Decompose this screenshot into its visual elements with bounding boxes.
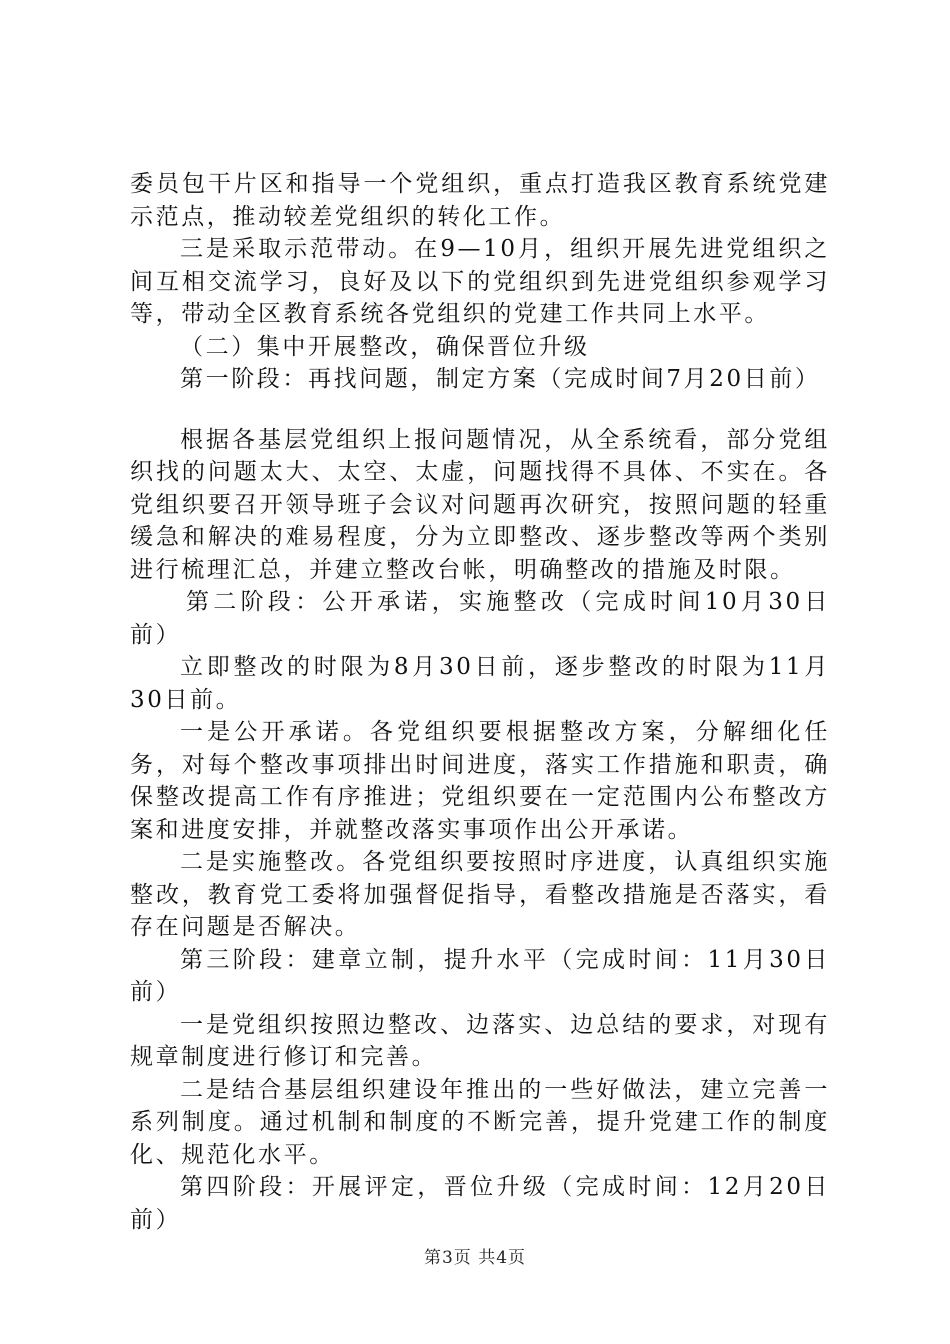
paragraph-7: 立即整改的时限为8月30日前，逐步整改的时限为11月30日前。 [130, 654, 830, 713]
paragraph-8: 一是公开承诺。各党组织要根据整改方案，分解细化任务，对每个整改事项排出时间进度，落实工作措施和职责，确保整改提高工作有序推进；党组织要在一定范围内公布整改方案和进度安排，并就整改落实事项作出公开承诺。 [130, 719, 830, 843]
section-heading-2: （二）集中开展整改，确保晋位升级 [180, 333, 590, 360]
document-body [130, 168, 830, 1236]
paragraph-2: 三是采取示范带动。在9—10月，组织开展先进党组织之间互相交流学习，良好及以下的党组织到先进党组织参观学习等，带动全区教育系统各党组织的党建工作共同上水平。 [130, 236, 830, 327]
stage-heading-3: 第三阶段：建章立制，提升水平（完成时间：11月30日前） [130, 946, 830, 1005]
paragraph-5: 根据各基层党组织上报问题情况，从全系统看，部分党组织找的问题太大、太空、太虚，问题找得不具体、不实在。各党组织要召开领导班子会议对问题再次研究，按照问题的轻重缓急和解决的难易程度，分为立即整改、逐步整改等两个类别进行梳理汇总，并建立整改台帐，明确整改的措施及时限。 [130, 426, 830, 583]
stage-heading-4: 第四阶段：开展评定，晋位升级（完成时间：12月20日前） [130, 1174, 830, 1233]
paragraph-1: 委员包干片区和指导一个党组织，重点打造我区教育系统党建示范点，推动较差党组织的转化工作。 [130, 171, 830, 230]
page-footer: 第3页 共4页 [423, 1248, 527, 1268]
paragraph-11: 一是党组织按照边整改、边落实、边总结的要求，对现有规章制度进行修订和完善。 [130, 1011, 830, 1070]
paragraph-12: 二是结合基层组织建设年推出的一些好做法，建立完善一系列制度。通过机制和制度的不断完善，提升党建工作的制度化、规范化水平。 [130, 1076, 830, 1168]
stage-heading-1: 第一阶段：再找问题，制定方案（完成时间7月20日前） [180, 366, 821, 392]
stage-heading-2: 第二阶段：公开承诺，实施整改（完成时间10月30日前） [130, 589, 830, 648]
paragraph-9: 二是实施整改。各党组织要按照时序进度，认真组织实施整改，教育党工委将加强督促指导，看整改措施是否落实，看存在问题是否解决。 [130, 849, 830, 940]
blank-line [130, 396, 830, 424]
